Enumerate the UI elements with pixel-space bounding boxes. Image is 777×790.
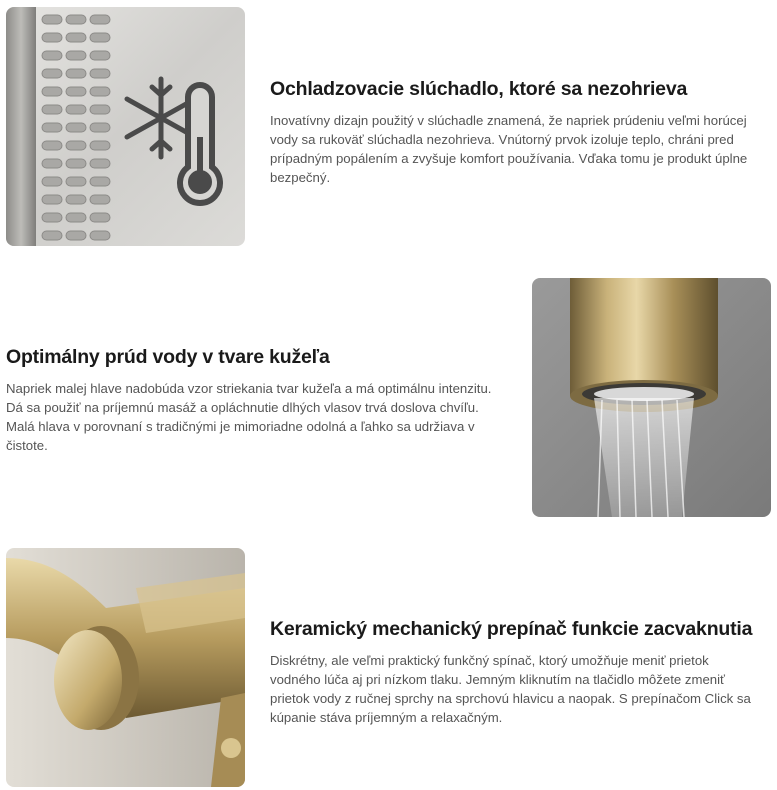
- feature-text: [270, 77, 770, 187]
- feature-heading: Ochladzovacie slúchadlo, ktoré sa nezohrieva: [270, 78, 688, 100]
- thermometer-icon: [180, 85, 220, 203]
- feature-description: Inovatívny dizajn použitý v slúchadle znamená, že napriek prúdeniu veľmi horúcej vody sa rukoväť slúchadla nezohrieva. Vnútorný prvok izoluje teplo, chráni pred prípadným popálením a zvyšuje komfort používania. Vďaka tomu je produkt úplne bezpečný.: [270, 113, 748, 185]
- feature-ceramic-switch: [0, 540, 777, 790]
- feature-cone-spray: [0, 270, 777, 530]
- feature-text: [6, 345, 516, 455]
- ceramic-switch-image: [6, 548, 245, 787]
- feature-heading: Keramický mechanický prepínač funkcie zacvaknutia: [270, 618, 753, 640]
- feature-text: [270, 617, 770, 727]
- feature-description: Diskrétny, ale veľmi praktický funkčný spínač, ktorý umožňuje meniť prietok vodného lúča aj pri nízkom tlaku. Jemným kliknutím na tlačidlo môžete zmeniť prietok vody z ručnej sprchy na sprchovú hlavicu a naopak. S prepínačom Click sa kúpanie stáva príjemným a relaxačným.: [270, 653, 751, 725]
- cone-spray-image: [532, 278, 771, 517]
- feature-description: Napriek malej hlave nadobúda vzor striekania tvar kužeľa a má optimálnu intenzitu. Dá sa použiť na príjemnú masáž a opláchnutie dlhých vlasov trvá doslova chvíľu. Malá hlava v porovnaní s tradičnými je mimoriadne odolná a ľahko sa udržiava v čistote.: [6, 381, 492, 453]
- feature-heading: Optimálny prúd vody v tvare kužeľa: [6, 346, 330, 368]
- feature-cooling-handle: [0, 0, 777, 260]
- cooling-handle-image: [6, 7, 245, 246]
